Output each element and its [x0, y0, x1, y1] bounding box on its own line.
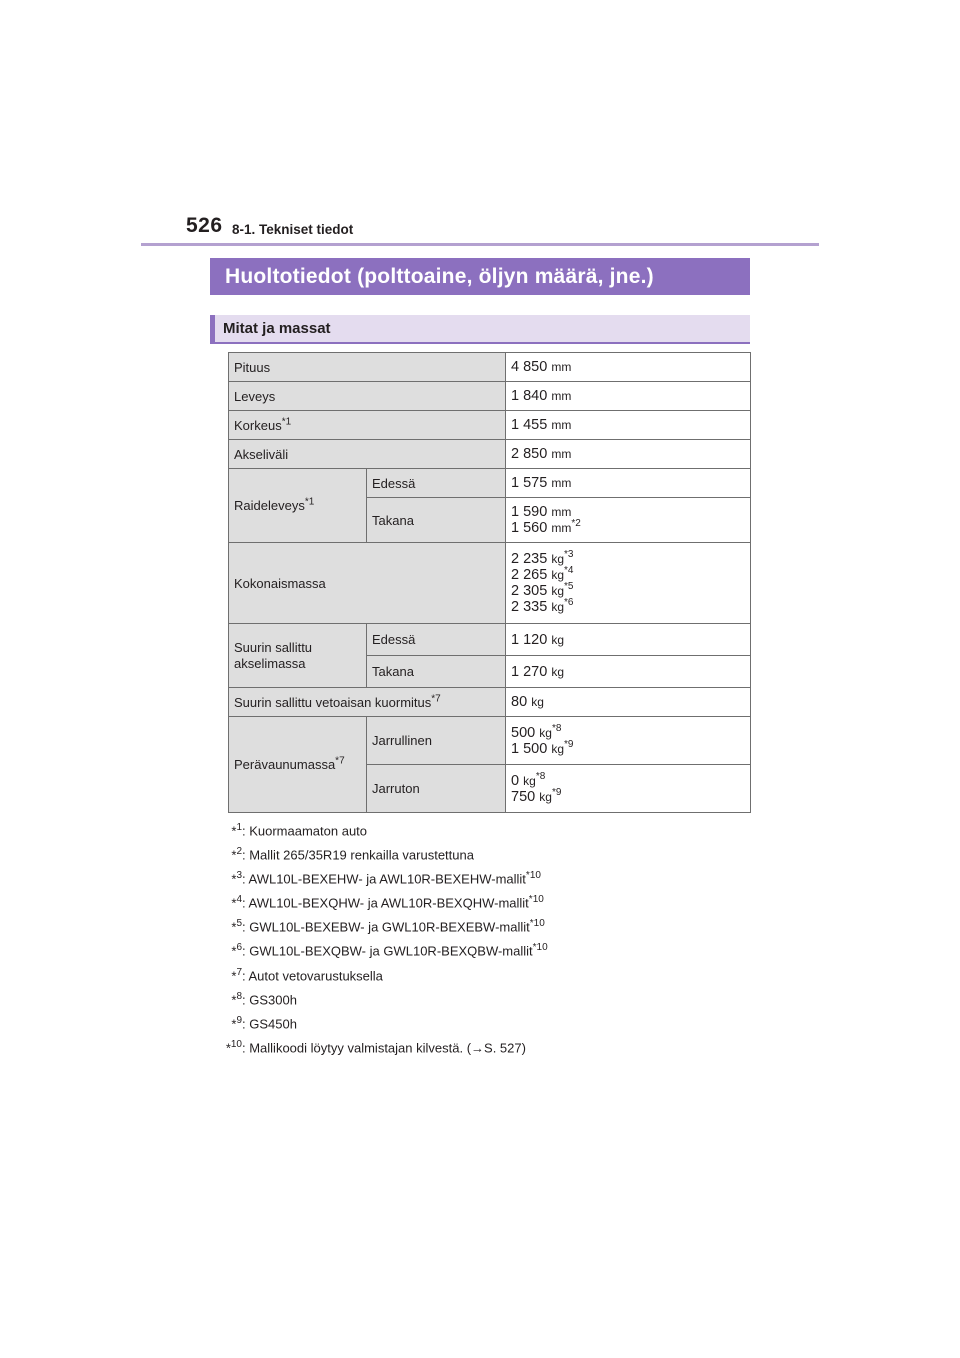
row-label: Leveys — [229, 382, 506, 411]
table-row — [229, 440, 751, 469]
table-row — [229, 624, 751, 656]
main-heading: Huoltotiedot (polttoaine, öljyn määrä, jne.) — [210, 258, 750, 295]
subsection-heading — [210, 315, 750, 344]
footnote: *$^3$: AWL10L-BEXEHW- ja AWL10R-BEXEHW-mallit$^{*10}$ — [231, 870, 541, 887]
row-value: 4 850 mm — [506, 353, 751, 382]
footnote: *$^8$: GS300h — [231, 991, 297, 1008]
row-value: 2 850 mm — [506, 440, 751, 469]
footnote: *$^5$: GWL10L-BEXEBW- ja GWL10R-BEXEBW-mallit$^{*10}$ — [231, 918, 545, 935]
table-row — [229, 688, 751, 717]
row-label: Korkeus$^{*1}$ — [229, 411, 506, 440]
footnote: *$^6$: GWL10L-BEXQBW- ja GWL10R-BEXQBW-mallit$^{*10}$ — [231, 942, 548, 959]
page-number: 526 — [186, 214, 223, 237]
row-label: Perävaunumassa$^{*7}$ — [229, 717, 367, 813]
sub-label: Edessä — [367, 624, 506, 656]
row-value: 1 270 kg — [506, 656, 751, 688]
table-row — [229, 411, 751, 440]
table-row — [229, 543, 751, 624]
sub-label: Takana — [367, 498, 506, 543]
sub-label: Jarrullinen — [367, 717, 506, 765]
row-value: 80 kg — [506, 688, 751, 717]
row-label: Suurin sallittu akselimassa — [229, 624, 367, 688]
table-row — [229, 382, 751, 411]
footnote: *$^9$: GS450h — [231, 1015, 297, 1032]
dimensions-weights-table — [228, 352, 751, 813]
table-row — [229, 353, 751, 382]
footnote: *$^{10}$: Mallikoodi löytyy valmistajan kilvestä. (→S. 527) — [225, 1039, 526, 1056]
sub-label: Jarruton — [367, 765, 506, 813]
row-value: 2 235 kg$^{*3}$ 2 265 kg$^{*4}$ 2 305 kg$^{*5}$ 2 335 kg$^{*6}$ — [506, 543, 751, 624]
row-label: Suurin sallittu vetoaisan kuormitus$^{*7}$ — [229, 688, 506, 717]
sub-label: Edessä — [367, 469, 506, 498]
sub-label: Takana — [367, 656, 506, 688]
header-divider — [141, 243, 819, 246]
row-value: 1 455 mm — [506, 411, 751, 440]
section-title: 8-1. Tekniset tiedot — [232, 222, 354, 237]
subsection-title: Mitat ja massat — [223, 320, 331, 337]
row-value: 1 120 kg — [506, 624, 751, 656]
row-value: 500 kg$^{*8}$ 1 500 kg$^{*9}$ — [506, 717, 751, 765]
row-label: Raideleveys$^{*1}$ — [229, 469, 367, 543]
table-row — [229, 469, 751, 498]
footnote: *$^4$: AWL10L-BEXQHW- ja AWL10R-BEXQHW-mallit$^{*10}$ — [231, 894, 544, 911]
subsection-accent-bar — [210, 315, 215, 342]
row-value: 0 kg$^{*8}$ 750 kg$^{*9}$ — [506, 765, 751, 813]
table-row — [229, 717, 751, 765]
footnote: *$^1$: Kuormaamaton auto — [231, 822, 368, 839]
row-value: 1 575 mm — [506, 469, 751, 498]
row-label: Pituus — [229, 353, 506, 382]
row-value: 1 840 mm — [506, 382, 751, 411]
row-label: Kokonaismassa — [229, 543, 506, 624]
row-value: 1 590 mm 1 560 mm$^{*2}$ — [506, 498, 751, 543]
footnote: *$^2$: Mallit 265/35R19 renkailla varustettuna — [231, 846, 474, 863]
footnote: *$^7$: Autot vetovarustuksella — [231, 967, 383, 984]
row-label: Akseliväli — [229, 440, 506, 469]
